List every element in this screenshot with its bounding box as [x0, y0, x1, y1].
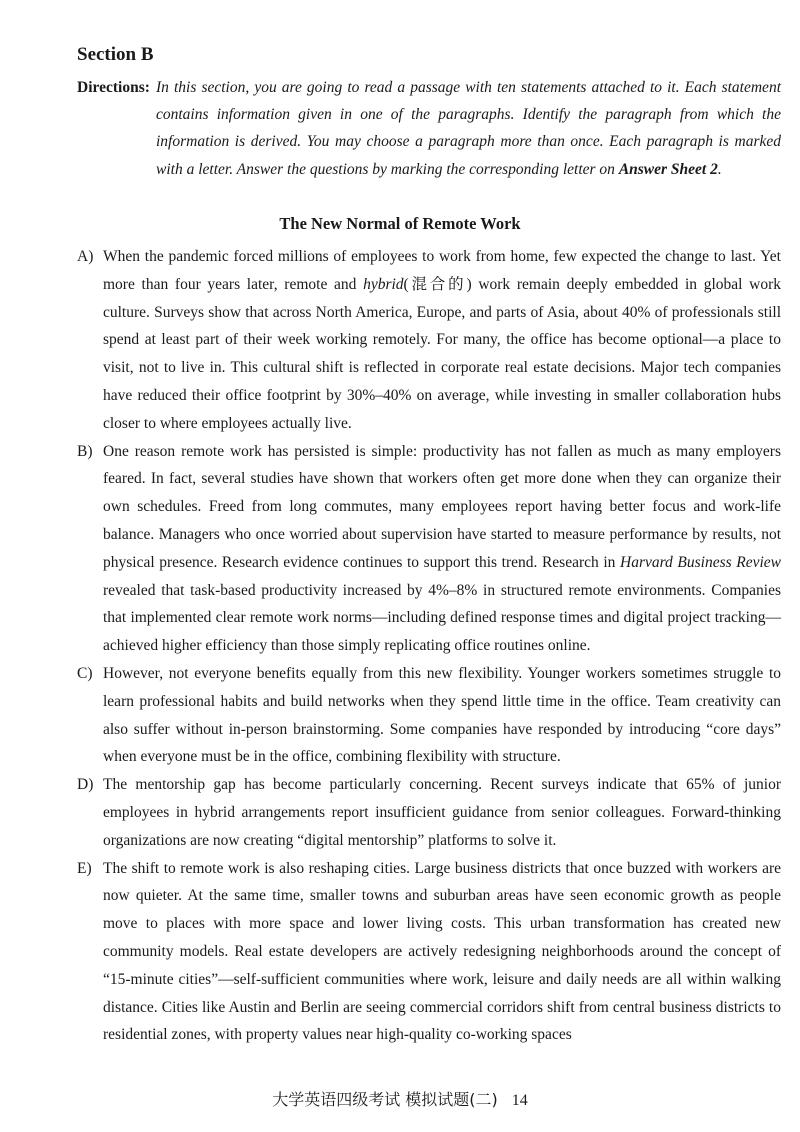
passage-body — [77, 243, 781, 1049]
directions-text — [156, 74, 781, 183]
chinese-gloss: (混合的) — [403, 275, 472, 293]
directions-block — [77, 74, 781, 183]
paragraph-b — [77, 438, 781, 660]
paragraph-d — [77, 771, 781, 854]
paragraph-letter: B) — [77, 442, 93, 460]
paragraph-text: revealed that task-based productivity increased by 4%–8% in structured remote environments. Companies that implemented clear remote work norms—including defined response times and digital project tracking—achieved higher efficiency than those simply replicating office routines online. — [103, 581, 781, 655]
paragraph-e — [77, 855, 781, 1050]
italic-publication: Harvard Business Review — [620, 553, 781, 571]
paragraph-text: However, not everyone benefits equally from this new flexibility. Younger workers sometimes struggle to learn professional habits and build networks when they spend little time in the office. Team creativity can also suffer without in-person brainstorming. Some companies have responded by introducing “core days” when everyone must be in the office, combining flexibility with structure. — [103, 664, 781, 766]
paragraph-text: work remain deeply embedded in global work culture. Surveys show that across North America, Europe, and parts of Asia, about 40% of professionals still spend at least part of their week working remotely. For many, the office has become optional—a place to visit, not to live in. This cultural shift is reflected in corporate real estate decisions. Major tech companies have reduced their office footprint by 30%–40% on average, while investing in smaller collaboration hubs closer to where employees actually live. — [103, 275, 781, 432]
paragraph-text: One reason remote work has persisted is simple: productivity has not fallen as much as many employers feared. In fact, several studies have shown that workers often get more done when they can organize their own schedules. Freed from long commutes, many employees report having better focus and work-life balance. Managers who once worried about supervision have started to measure performance by results, not physical presence. Research evidence continues to support this trend. Research in — [103, 442, 781, 571]
paragraph-letter: E) — [77, 859, 92, 877]
directions-text-end: . — [717, 160, 722, 178]
paragraph-text: The shift to remote work is also reshaping cities. Large business districts that once buzzed with workers are now quieter. At the same time, smaller towns and suburban areas have seen economic growth as people move to places with more space and lower living costs. This urban transformation has created new community models. Real estate developers are actively redesigning neighborhoods around the concept of “15-minute cities”—self-sufficient communities where work, leisure and daily needs are all within walking distance. Cities like Austin and Berlin are seeing commercial corridors shift from central business districts to residential zones, with property values near high-quality co-working spaces — [103, 859, 781, 1044]
passage-title: The New Normal of Remote Work — [279, 214, 521, 233]
italic-term: hybrid — [363, 275, 404, 293]
page-number: 14 — [511, 1092, 528, 1109]
paragraph-c — [77, 660, 781, 771]
answer-sheet-reference: Answer Sheet 2 — [618, 160, 718, 178]
directions-text-main: In this section, you are going to read a passage with ten statements attached to it. Each statement contains information given in one of the paragraphs. Identify the paragraph from which the information is derived. You may choose a paragraph more than once. Each paragraph is marked with a letter. Answer the questions by marking the corresponding letter on — [156, 79, 781, 178]
paragraph-text: The mentorship gap has become particularly concerning. Recent surveys indicate that 65% of junior employees in hybrid arrangements report insufficient guidance from senior colleagues. Forward-thinking organizations are now creating “digital mentorship” platforms to solve it. — [103, 776, 781, 849]
page-footer — [0, 1087, 800, 1110]
paragraph-letter: A) — [77, 248, 94, 265]
paragraph-a — [77, 243, 781, 438]
exam-title: 大学英语四级考试 模拟试题(二) — [272, 1090, 498, 1109]
directions-label: Directions: — [77, 79, 150, 96]
section-title: Section B — [77, 44, 154, 65]
paragraph-letter: C) — [77, 664, 93, 682]
paragraph-letter: D) — [77, 776, 94, 794]
paragraph-text: When the pandemic forced millions of employees to work from home, few expected the change to last. Yet more than four years later, remote and — [103, 248, 781, 293]
